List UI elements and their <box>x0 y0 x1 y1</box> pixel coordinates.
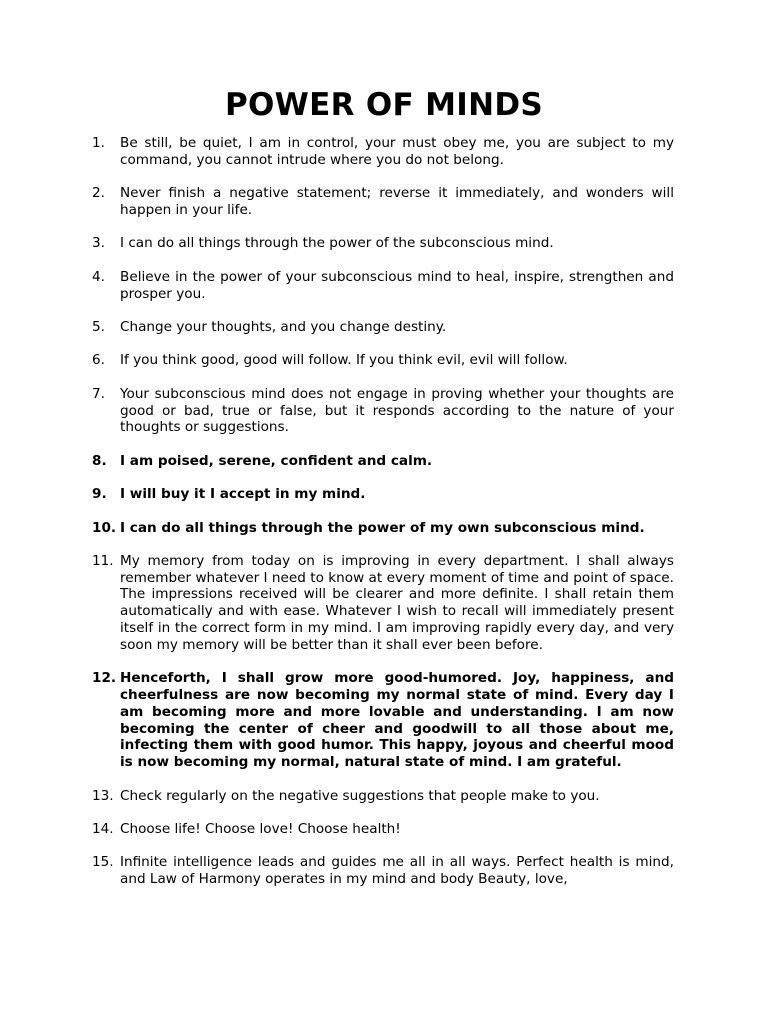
item-number: 1. <box>92 135 105 151</box>
list-item <box>92 185 674 219</box>
list-item <box>92 135 674 169</box>
item-number: 8. <box>92 452 107 469</box>
item-text: Infinite intelligence leads and guides me all in all ways. Perfect health is mind, and Law of Harmony operates in my mind and body Beauty, love, <box>120 854 674 888</box>
list-item <box>92 788 674 805</box>
list-item <box>92 821 674 838</box>
item-text: Change your thoughts, and you change destiny. <box>120 318 447 335</box>
item-text: My memory from today on is improving in every department. I shall always remember whatever I need to know at every moment of time and point of space. The impressions received will be clearer and more definite. I shall retain them automatically and with ease. Whatever I wish to recall will immediately present itself in the correct form in my mind. I am improving rapidly every day, and very soon my memory will be better than it shall ever been before. <box>120 552 674 653</box>
list-item <box>92 453 674 470</box>
list-item <box>92 319 674 336</box>
item-text: Henceforth, I shall grow more good-humored. Joy, happiness, and cheerfulness are now becoming my normal state of mind. Every day I am becoming more and more lovable and understanding. I am now becoming the center of cheer and goodwill to all those about me, infecting them with good humor. This happy, joyous and cheerful mood is now becoming my normal, natural state of mind. I am grateful. <box>120 670 674 771</box>
item-number: 12. <box>92 670 117 687</box>
list-item <box>92 352 674 369</box>
affirmation-list <box>92 135 674 905</box>
item-number: 2. <box>92 185 105 202</box>
item-number: 15. <box>92 854 114 871</box>
list-item <box>92 854 674 888</box>
item-number: 4. <box>92 268 105 285</box>
item-text: Check regularly on the negative suggestions that people make to you. <box>120 787 600 804</box>
item-text: I will buy it I accept in my mind. <box>120 486 366 503</box>
item-text: If you think good, good will follow. If you think evil, evil will follow. <box>120 352 568 369</box>
list-item <box>92 553 674 654</box>
item-text: Believe in the power of your subconscious mind to heal, inspire, strengthen and prosper you. <box>120 268 674 302</box>
item-text: Never finish a negative statement; reverse it immediately, and wonders will happen in your life. <box>120 185 674 218</box>
item-text: Choose life! Choose love! Choose health! <box>120 821 401 838</box>
list-item <box>92 269 674 303</box>
item-number: 7. <box>92 385 105 402</box>
list-item <box>92 386 674 436</box>
list-item <box>92 670 674 771</box>
item-number: 13. <box>92 787 114 804</box>
item-text: I am poised, serene, confident and calm. <box>120 452 433 469</box>
item-number: 10. <box>92 519 117 536</box>
item-number: 9. <box>92 486 107 503</box>
item-text: Be still, be quiet, I am in control, your must obey me, you are subject to my command, you cannot intrude where you do not belong. <box>120 135 674 168</box>
item-number: 6. <box>92 352 105 369</box>
list-item <box>92 235 674 252</box>
item-number: 3. <box>92 235 105 252</box>
page-title: POWER OF MINDS <box>224 87 543 123</box>
item-number: 11. <box>92 552 114 569</box>
list-item <box>92 486 674 503</box>
item-text: Your subconscious mind does not engage in proving whether your thoughts are good or bad, true or false, but it responds according to the nature of your thoughts or suggestions. <box>120 385 674 436</box>
item-text: I can do all things through the power of the subconscious mind. <box>120 235 554 252</box>
item-number: 14. <box>92 821 114 838</box>
list-item <box>92 520 674 537</box>
item-text: I can do all things through the power of my own subconscious mind. <box>120 519 645 536</box>
item-number: 5. <box>92 318 105 335</box>
